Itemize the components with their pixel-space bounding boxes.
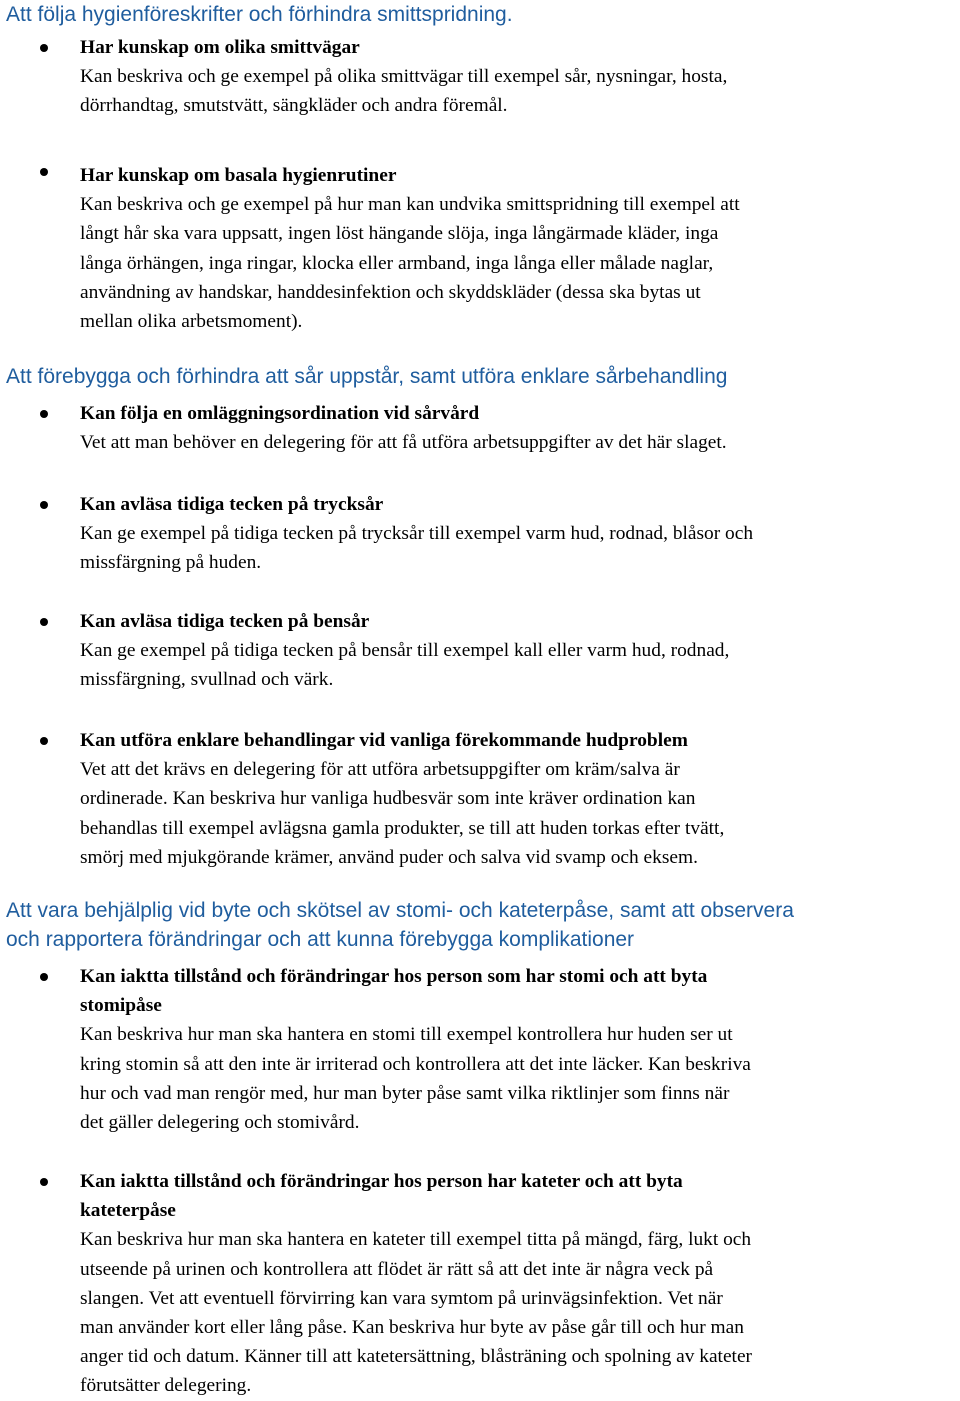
item-text — [80, 161, 960, 336]
item-body-line: Kan beskriva och ge exempel på hur man kan undvika smittspridning till exempel att — [80, 194, 740, 216]
item-body-line: slangen. Vet att eventuell förvirring kan vara symtom på urinvägsinfektion. Vet när — [80, 1287, 723, 1309]
bullet-icon — [40, 501, 48, 509]
item-body-line: ordinerade. Kan beskriva hur vanliga hudbesvär som inte kräver ordination kan — [80, 788, 696, 810]
item-body-line: Kan beskriva hur man ska hantera en stomi till exempel kontrollera hur huden ser ut — [80, 1024, 733, 1046]
item-text — [80, 1167, 960, 1401]
item-title: Kan följa en omläggningsordination vid sårvård — [80, 403, 480, 424]
item-body-line: Vet att det krävs en delegering för att utföra arbetsuppgifter om kräm/salva är — [80, 759, 680, 781]
item-body-line: användning av handskar, handdesinfektion och skyddskläder (dessa ska bytas ut — [80, 281, 701, 303]
heading-line: Att följa hygienföreskrifter och förhindra smittspridning. — [6, 3, 513, 26]
item-body-line: långa örhängen, inga ringar, klocka eller armband, inga långa eller målade naglar, — [80, 252, 714, 274]
item-body-line: dörrhandtag, smutstvätt, sängkläder och andra föremål. — [80, 95, 508, 117]
heading-line: Att förebygga och förhindra att sår uppstår, samt utföra enklare sårbehandling — [6, 365, 728, 388]
section-heading-sarbehandling — [6, 362, 727, 391]
item-title: Har kunskap om olika smittvägar — [80, 37, 360, 58]
bullet-icon — [40, 737, 48, 745]
item-title: Kan utföra enklare behandlingar vid vanliga förekommande hudproblem — [80, 730, 688, 751]
item-title: Kan avläsa tidiga tecken på trycksår — [80, 494, 384, 515]
item-body-line: mellan olika arbetsmoment). — [80, 311, 303, 333]
item-body-line: Kan beskriva hur man ska hantera en kateter till exempel titta på mängd, färg, lukt och — [80, 1229, 752, 1251]
item-body-line: hur och vad man rengör med, hur man byter påse samt vilka riktlinjer som finns när — [80, 1082, 730, 1104]
item-text — [80, 607, 960, 695]
item-text — [80, 726, 960, 872]
bullet-icon — [40, 410, 48, 418]
item-title: Kan avläsa tidiga tecken på bensår — [80, 611, 370, 632]
item-body-line: Kan ge exempel på tidiga tecken på trycksår till exempel varm hud, rodnad, blåsor och — [80, 523, 754, 545]
item-title: Kan iaktta tillstånd och förändringar hos person har kateter och att byta — [80, 1171, 683, 1192]
bullet-icon — [40, 168, 48, 176]
bullet-icon — [40, 973, 48, 981]
bullet-icon — [40, 1178, 48, 1186]
section-heading-stomi-kateter — [6, 896, 794, 954]
item-body-line: långt hår ska vara uppsatt, ingen löst hängande slöja, inga långärmade kläder, inga — [80, 223, 719, 245]
item-title: kateterpåse — [80, 1200, 176, 1222]
item-text — [80, 33, 960, 121]
item-body-line: anger tid och datum. Känner till att katetersättning, blåsträning och spolning av kateter — [80, 1346, 753, 1368]
bullet-icon — [40, 618, 48, 626]
item-body-line: Vet att man behöver en delegering för att få utföra arbetsuppgifter av det här slaget. — [80, 432, 727, 454]
heading-line: och rapportera förändringar och att kunna förebygga komplikationer — [6, 928, 635, 951]
item-body-line: missfärgning på huden. — [80, 552, 262, 574]
item-body-line: smörj med mjukgörande krämer, använd puder och salva vid svamp och eksem. — [80, 846, 698, 868]
heading-line: Att vara behjälplig vid byte och skötsel av stomi- och kateterpåse, samt att observera — [6, 899, 794, 922]
item-body-line: utseende på urinen och kontrollera att flödet är rätt så att det inte är några veck på — [80, 1258, 714, 1280]
item-text — [80, 490, 960, 578]
item-body-line: man använder kort eller lång påse. Kan beskriva hur byte av påse går till och hur man — [80, 1317, 744, 1339]
item-title: Kan iaktta tillstånd och förändringar hos person som har stomi och att byta — [80, 966, 708, 987]
item-body-line: missfärgning, svullnad och värk. — [80, 669, 334, 691]
item-title: stomipåse — [80, 995, 162, 1017]
item-text — [80, 399, 960, 457]
item-body-line: Kan ge exempel på tidiga tecken på bensår till exempel kall eller varm hud, rodnad, — [80, 640, 730, 662]
item-body-line: det gäller delegering och stomivård. — [80, 1112, 360, 1134]
section-heading-hygiene — [6, 0, 513, 29]
bullet-icon — [40, 44, 48, 52]
item-title: Har kunskap om basala hygienrutiner — [80, 165, 397, 186]
item-body-line: förutsätter delegering. — [80, 1375, 252, 1397]
item-body-line: Kan beskriva och ge exempel på olika smittvägar till exempel sår, nysningar, hosta, — [80, 66, 728, 88]
item-text — [80, 962, 960, 1137]
item-body-line: kring stomin så att den inte är irriterad och kontrollera att det inte läcker. Kan beskriva — [80, 1053, 751, 1075]
item-body-line: behandlas till exempel avlägsna gamla produkter, se till att huden torkas efter tvätt, — [80, 817, 725, 839]
